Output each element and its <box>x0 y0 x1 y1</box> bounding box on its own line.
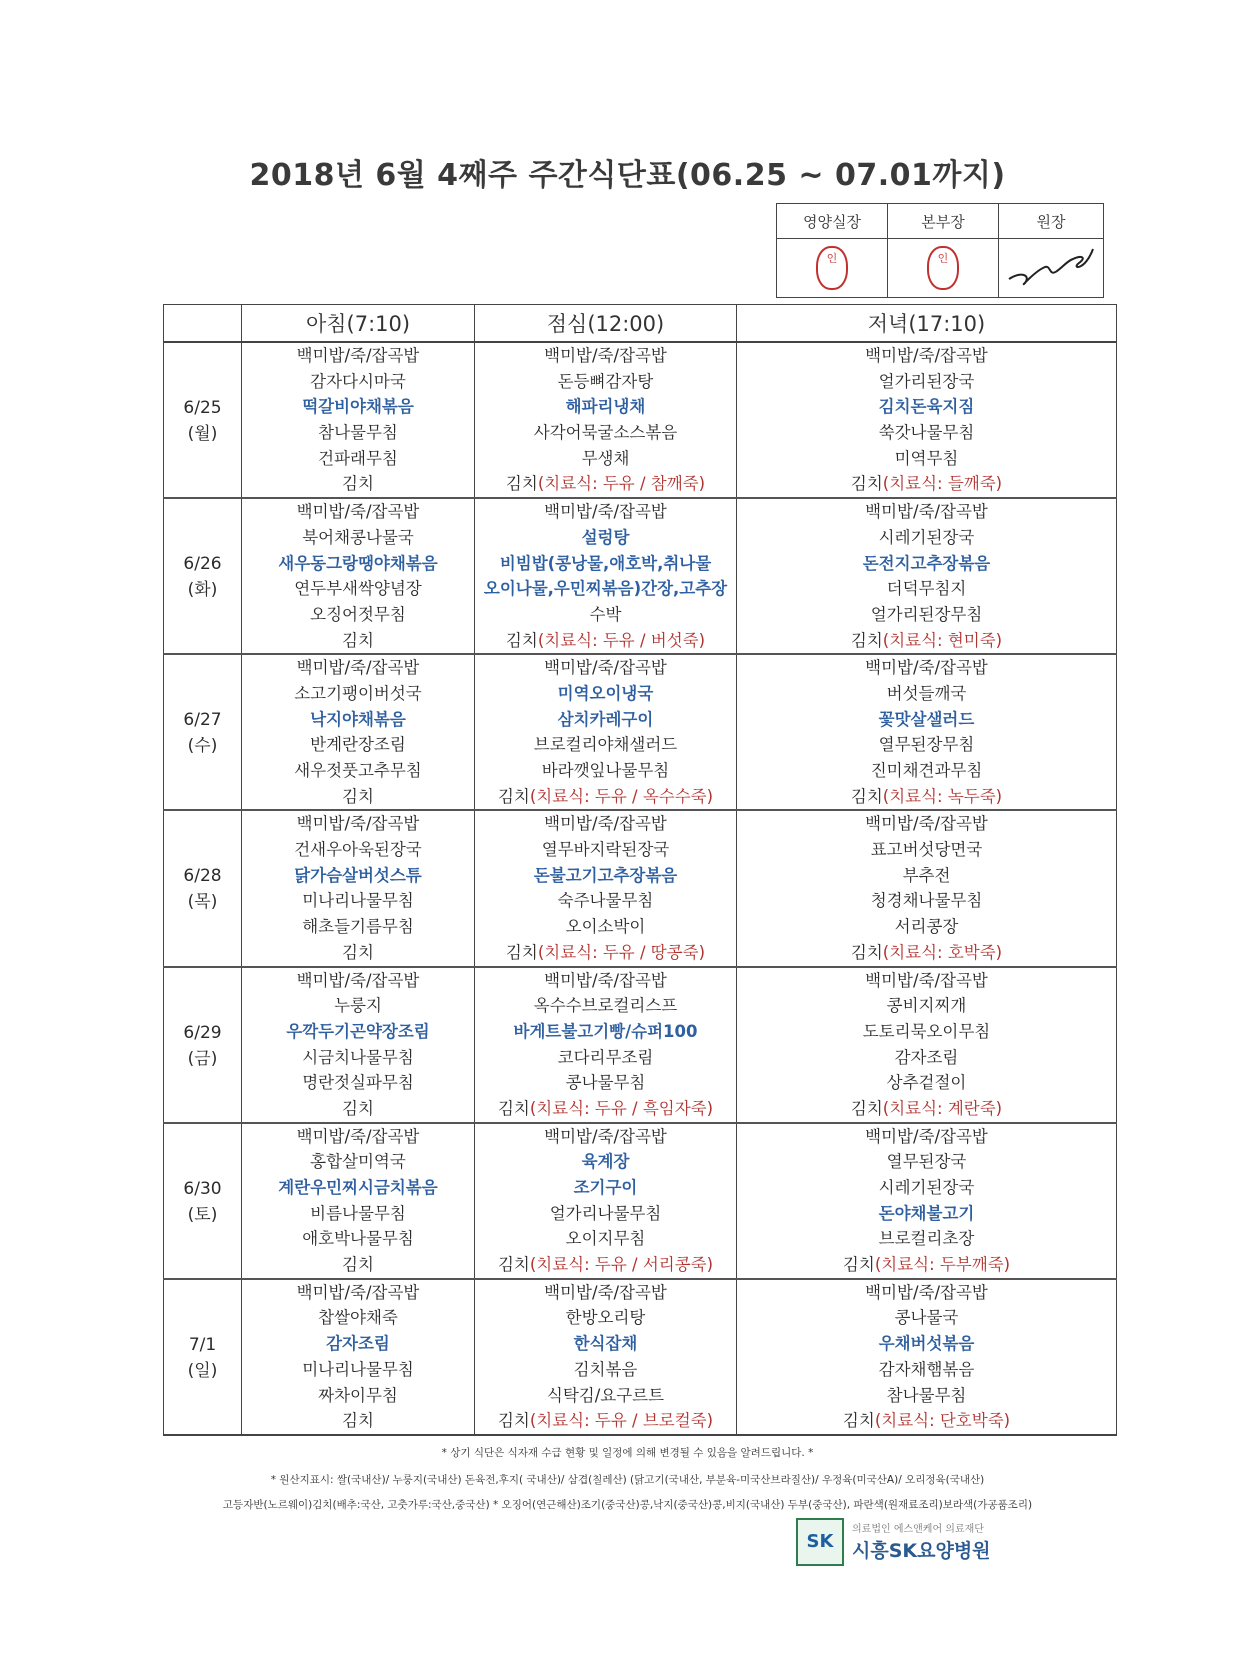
origin-notice-2: 고등자반(노르웨이)김치(배추:국산, 고춧가루:국산,중국산) * 오징어(연근해산)조기(중국산)콩,낙지(중국산)콩,비지(국내산) 두부(중국산), 파란색(원재료조리)보라색(가공품조리) <box>222 1499 1033 1511</box>
approval-header-director: 본부장 <box>888 204 999 239</box>
lunch-item: 백미밥/죽/잡곡밥 <box>544 970 667 990</box>
therapy-diet-label: (치료식: 단호박죽) <box>874 1411 1011 1431</box>
approval-sign-head <box>999 239 1104 298</box>
kimchi-label: 김치 <box>497 1098 530 1118</box>
dinner-item: 김치돈육지짐 <box>878 397 975 417</box>
date-header <box>164 305 242 343</box>
breakfast-item: 연두부새싹양념장 <box>294 579 422 599</box>
dinner-item: 백미밥/죽/잡곡밥 <box>865 814 988 834</box>
date-label: 6/28 <box>183 866 222 887</box>
lunch-item: 열무바지락된장국 <box>541 840 670 860</box>
weekday-label: (목) <box>187 892 218 913</box>
dinner-header: 저녁(17:10) <box>737 305 1117 343</box>
breakfast-item: 백미밥/죽/잡곡밥 <box>296 1126 420 1146</box>
lunch-item: 바게트불고기빵/슈퍼100 <box>513 1021 698 1041</box>
dinner-item: 브로컬리초장 <box>878 1229 975 1249</box>
breakfast-item: 김치 <box>342 474 374 494</box>
dinner-item: 서리콩장 <box>894 917 959 937</box>
dinner-item: 진미채견과무침 <box>870 761 983 780</box>
therapy-diet-label: (치료식: 두유 / 버섯죽) <box>537 630 706 650</box>
kimchi-label: 김치 <box>497 1255 530 1275</box>
therapy-diet-label: (치료식: 두유 / 서리콩죽) <box>529 1255 714 1275</box>
breakfast-item: 김치 <box>342 630 374 650</box>
dinner-item: 부추전 <box>902 865 951 885</box>
therapy-diet-label: (치료식: 현미죽) <box>882 630 1003 650</box>
date-label: 6/29 <box>183 1022 222 1043</box>
change-notice: * 상기 식단은 식자재 수급 현황 및 일정에 의해 변경될 수 있음을 알려드립니다. * <box>441 1447 814 1459</box>
dinner-item: 상추겉절이 <box>886 1073 967 1093</box>
dinner-item: 꽃맛살샐러드 <box>878 709 975 729</box>
day-row <box>164 1279 1117 1435</box>
dinner-item: 백미밥/죽/잡곡밥 <box>865 970 988 990</box>
breakfast-item: 새우동그랑땡야채볶음 <box>278 553 438 573</box>
lunch-item: 한방오리탕 <box>565 1308 646 1328</box>
kimchi-label: 김치 <box>842 1411 875 1431</box>
dinner-kimchi-line <box>737 471 1116 497</box>
dinner-item: 돈전지고추장볶음 <box>862 553 991 573</box>
breakfast-item: 누룽지 <box>334 996 382 1016</box>
dinner-kimchi-line <box>737 1252 1116 1278</box>
lunch-item: 브로컬리야채샐러드 <box>533 735 678 755</box>
kimchi-label: 김치 <box>505 942 538 962</box>
dinner-item: 우채버섯볶음 <box>878 1334 975 1354</box>
dinner-kimchi-line <box>737 1408 1116 1434</box>
day-row <box>164 810 1117 966</box>
therapy-diet-label: (치료식: 두유 / 흑임자죽) <box>529 1098 714 1118</box>
breakfast-cell <box>242 342 475 498</box>
dinner-item: 돈야채불고기 <box>878 1203 975 1223</box>
weekday-label: (화) <box>187 580 218 601</box>
dinner-item: 콩비지찌개 <box>886 996 967 1016</box>
dinner-item: 얼가리된장무침 <box>870 604 983 624</box>
breakfast-item: 백미밥/죽/잡곡밥 <box>296 658 420 678</box>
therapy-diet-label: (치료식: 호박죽) <box>882 942 1003 962</box>
breakfast-item: 김치 <box>342 1098 374 1118</box>
hospital-name: 시흥SK요양병원 <box>852 1540 991 1562</box>
lunch-cell <box>475 967 737 1123</box>
breakfast-item: 비름나물무침 <box>310 1203 406 1223</box>
lunch-kimchi-line <box>475 784 736 810</box>
dinner-item: 참나물무침 <box>886 1385 967 1405</box>
dinner-item: 백미밥/죽/잡곡밥 <box>865 346 988 365</box>
lunch-item: 무생채 <box>581 448 630 468</box>
lunch-cell <box>475 810 737 966</box>
dinner-cell <box>737 498 1117 654</box>
lunch-item: 백미밥/죽/잡곡밥 <box>544 658 667 678</box>
breakfast-cell <box>242 654 475 810</box>
breakfast-item: 참나물무침 <box>318 423 398 443</box>
date-label: 6/26 <box>183 554 222 575</box>
therapy-diet-label: (치료식: 두부깨죽) <box>874 1255 1011 1275</box>
kimchi-label: 김치 <box>850 786 883 806</box>
lunch-item: 설렁탕 <box>581 527 630 547</box>
breakfast-item: 건파래무침 <box>318 448 398 468</box>
breakfast-item: 미나리나물무침 <box>302 891 414 911</box>
therapy-diet-label: (치료식: 두유 / 브로컬죽) <box>529 1411 714 1431</box>
breakfast-item: 우깍두기곤약장조림 <box>286 1021 430 1041</box>
breakfast-header: 아침(7:10) <box>242 305 475 343</box>
breakfast-item: 감자조림 <box>326 1334 390 1354</box>
lunch-item: 코다리무조림 <box>557 1047 654 1067</box>
lunch-item: 육계장 <box>581 1152 630 1172</box>
dinner-kimchi-line <box>737 1096 1116 1122</box>
date-label: 6/27 <box>183 710 222 731</box>
breakfast-item: 닭가슴살버섯스튜 <box>294 865 422 885</box>
signature-image <box>1001 241 1101 291</box>
breakfast-item: 찹쌀야채죽 <box>318 1308 398 1328</box>
therapy-diet-label: (치료식: 두유 / 옥수수죽) <box>529 786 714 806</box>
dinner-cell <box>737 810 1117 966</box>
dinner-item: 콩나물국 <box>894 1308 959 1328</box>
dinner-kimchi-line <box>737 940 1116 966</box>
dinner-item: 더덕무침지 <box>886 579 967 599</box>
lunch-item: 얼가리나물무침 <box>549 1203 662 1223</box>
lunch-item: 오이지무침 <box>565 1229 646 1249</box>
lunch-item: 사각어묵굴소스볶음 <box>533 423 678 443</box>
therapy-diet-label: (치료식: 두유 / 땅콩죽) <box>537 942 706 962</box>
lunch-cell <box>475 1123 737 1279</box>
dinner-item: 표고버섯당면국 <box>870 840 983 860</box>
breakfast-item: 김치 <box>342 786 374 806</box>
breakfast-item: 명란젓실파무침 <box>302 1073 414 1093</box>
date-cell <box>164 342 242 498</box>
lunch-item: 김치볶음 <box>573 1359 638 1379</box>
dinner-item: 열무된장국 <box>886 1152 967 1172</box>
dinner-cell <box>737 967 1117 1123</box>
dinner-cell <box>737 654 1117 810</box>
breakfast-item: 백미밥/죽/잡곡밥 <box>296 814 420 834</box>
lunch-header: 점심(12:00) <box>475 305 737 343</box>
dinner-item: 백미밥/죽/잡곡밥 <box>865 1126 988 1146</box>
lunch-kimchi-line <box>475 1408 736 1434</box>
origin-notice-1: * 원산지표시: 쌀(국내산)/ 누룽지(국내산) 돈육전,후지( 국내산)/ 삼겹(칠레산) (닭고기(국내산, 부분육-미국산브라질산)/ 우정육(미국산A)/ 오리정육(국내산) <box>270 1474 985 1486</box>
breakfast-item: 김치 <box>342 1255 374 1275</box>
breakfast-item: 백미밥/죽/잡곡밥 <box>296 1282 420 1302</box>
lunch-item: 백미밥/죽/잡곡밥 <box>544 502 667 522</box>
weekday-label: (금) <box>187 1048 218 1069</box>
breakfast-item: 김치 <box>342 942 374 962</box>
approval-sign-director <box>888 239 999 298</box>
lunch-item: 수박 <box>589 604 622 624</box>
lunch-item: 콩나물무침 <box>565 1073 646 1093</box>
approval-header-nutrition: 영양실장 <box>777 204 888 239</box>
weekday-label: (일) <box>187 1360 218 1381</box>
day-row <box>164 498 1117 654</box>
therapy-diet-label: (치료식: 계란죽) <box>882 1098 1003 1118</box>
weekly-menu-table <box>163 304 1117 1436</box>
therapy-diet-label: (치료식: 들깨죽) <box>882 474 1003 494</box>
breakfast-item: 건새우아욱된장국 <box>294 840 422 860</box>
breakfast-item: 감자다시마국 <box>310 371 406 391</box>
lunch-kimchi-line <box>475 1252 736 1278</box>
date-cell <box>164 967 242 1123</box>
lunch-item: 오이나물,우민찌볶음)간장,고추장 <box>483 579 728 599</box>
dinner-item: 버섯들깨국 <box>886 683 967 703</box>
breakfast-item: 북어채콩나물국 <box>302 527 414 547</box>
seal-stamp: 인 <box>927 246 959 290</box>
lunch-item: 돈불고기고추장볶음 <box>533 865 678 885</box>
breakfast-item: 백미밥/죽/잡곡밥 <box>296 970 420 990</box>
dinner-item: 백미밥/죽/잡곡밥 <box>865 1282 988 1302</box>
lunch-item: 백미밥/죽/잡곡밥 <box>544 1126 667 1146</box>
breakfast-item: 애호박나물무침 <box>302 1229 414 1249</box>
kimchi-label: 김치 <box>842 1255 875 1275</box>
day-row <box>164 967 1117 1123</box>
date-cell <box>164 810 242 966</box>
lunch-item: 한식잡채 <box>573 1334 638 1354</box>
lunch-item: 백미밥/죽/잡곡밥 <box>544 346 667 365</box>
lunch-kimchi-line <box>475 471 736 497</box>
dinner-item: 감자조림 <box>894 1047 959 1067</box>
dinner-kimchi-line <box>737 784 1116 810</box>
lunch-item: 숙주나물무침 <box>557 891 654 911</box>
weekday-label: (토) <box>187 1204 218 1225</box>
weekday-label: (월) <box>187 424 218 444</box>
kimchi-label: 김치 <box>497 1411 530 1431</box>
approval-header-head: 원장 <box>999 204 1104 239</box>
breakfast-item: 떡갈비야채볶음 <box>302 397 414 417</box>
breakfast-item: 오징어젓무침 <box>310 604 406 624</box>
lunch-item: 비빔밥(콩낭물,애호박,취나물 <box>499 553 712 573</box>
therapy-diet-label: (치료식: 두유 / 참깨죽) <box>537 474 706 494</box>
dinner-item: 시레기된장국 <box>878 527 975 547</box>
dinner-cell <box>737 342 1117 498</box>
date-label: 6/30 <box>183 1178 222 1199</box>
breakfast-cell <box>242 1123 475 1279</box>
date-cell <box>164 1123 242 1279</box>
dinner-item: 얼가리된장국 <box>878 371 975 391</box>
therapy-diet-label: (치료식: 녹두죽) <box>882 786 1003 806</box>
dinner-cell <box>737 1279 1117 1435</box>
lunch-cell <box>475 654 737 810</box>
lunch-item: 식탁김/요구르트 <box>546 1385 665 1405</box>
lunch-kimchi-line <box>475 628 736 654</box>
page-title: 2018년 6월 4째주 주간식단표(06.25 ~ 07.01까지) <box>249 158 1006 193</box>
date-label: 7/1 <box>188 1334 217 1355</box>
breakfast-item: 낙지야채볶음 <box>310 709 406 729</box>
breakfast-item: 미나리나물무침 <box>302 1359 414 1379</box>
lunch-cell <box>475 342 737 498</box>
weekday-label: (수) <box>187 736 218 757</box>
breakfast-item: 계란우민찌시금치볶음 <box>278 1178 438 1197</box>
kimchi-label: 김치 <box>497 786 530 806</box>
seal-stamp: 인 <box>816 246 848 290</box>
lunch-item: 돈등뼈감자탕 <box>557 371 654 391</box>
dinner-kimchi-line <box>737 628 1116 654</box>
kimchi-label: 김치 <box>505 474 538 494</box>
lunch-item: 백미밥/죽/잡곡밥 <box>544 814 667 834</box>
breakfast-item: 백미밥/죽/잡곡밥 <box>296 346 420 365</box>
dinner-item: 시레기된장국 <box>878 1178 975 1197</box>
breakfast-item: 시금치나물무침 <box>302 1047 414 1067</box>
date-cell <box>164 654 242 810</box>
breakfast-item: 홍합살미역국 <box>310 1152 406 1172</box>
lunch-item: 오이소박이 <box>565 917 646 937</box>
sk-logo-icon: SK <box>796 1518 844 1566</box>
breakfast-item: 짜차이무침 <box>318 1385 398 1405</box>
lunch-item: 해파리냉채 <box>565 397 646 417</box>
date-cell <box>164 498 242 654</box>
dinner-item: 쑥갓나물무침 <box>878 423 975 443</box>
kimchi-label: 김치 <box>850 942 883 962</box>
breakfast-item: 새우젓풋고추무침 <box>294 761 422 780</box>
lunch-item: 조기구이 <box>573 1178 638 1197</box>
day-row <box>164 1123 1117 1279</box>
lunch-cell <box>475 498 737 654</box>
lunch-item: 백미밥/죽/잡곡밥 <box>544 1282 667 1302</box>
lunch-item: 바라깻잎나물무침 <box>541 761 670 780</box>
kimchi-label: 김치 <box>850 1098 883 1118</box>
breakfast-item: 반계란장조림 <box>310 735 406 755</box>
dinner-item: 도토리묵오이무침 <box>862 1021 991 1041</box>
kimchi-label: 김치 <box>850 630 883 650</box>
kimchi-label: 김치 <box>850 474 883 494</box>
kimchi-label: 김치 <box>505 630 538 650</box>
day-row <box>164 342 1117 498</box>
lunch-item: 삼치카레구이 <box>557 709 654 729</box>
breakfast-item: 백미밥/죽/잡곡밥 <box>296 502 420 522</box>
date-label: 6/25 <box>183 398 222 418</box>
logo-subtitle: 의료법인 에스앤케어 의료재단 <box>852 1524 984 1535</box>
breakfast-cell <box>242 1279 475 1435</box>
lunch-cell <box>475 1279 737 1435</box>
approval-table <box>776 203 1104 298</box>
lunch-kimchi-line <box>475 1096 736 1122</box>
day-row <box>164 654 1117 810</box>
breakfast-cell <box>242 967 475 1123</box>
breakfast-item: 해초들기름무침 <box>302 917 414 937</box>
lunch-item: 미역오이냉국 <box>557 683 654 703</box>
hospital-logo <box>796 1518 1076 1574</box>
date-cell <box>164 1279 242 1435</box>
lunch-kimchi-line <box>475 940 736 966</box>
approval-sign-nutrition <box>777 239 888 298</box>
dinner-item: 청경채나물무침 <box>870 891 983 911</box>
dinner-item: 백미밥/죽/잡곡밥 <box>865 502 988 522</box>
dinner-item: 열무된장무침 <box>878 735 975 755</box>
dinner-item: 백미밥/죽/잡곡밥 <box>865 658 988 678</box>
breakfast-cell <box>242 810 475 966</box>
lunch-item: 옥수수브로컬리스프 <box>533 996 678 1016</box>
breakfast-item: 소고기팽이버섯국 <box>294 683 422 703</box>
breakfast-item: 김치 <box>342 1411 374 1431</box>
dinner-item: 미역무침 <box>894 448 959 468</box>
dinner-item: 감자채햄볶음 <box>878 1359 975 1379</box>
dinner-cell <box>737 1123 1117 1279</box>
breakfast-cell <box>242 498 475 654</box>
